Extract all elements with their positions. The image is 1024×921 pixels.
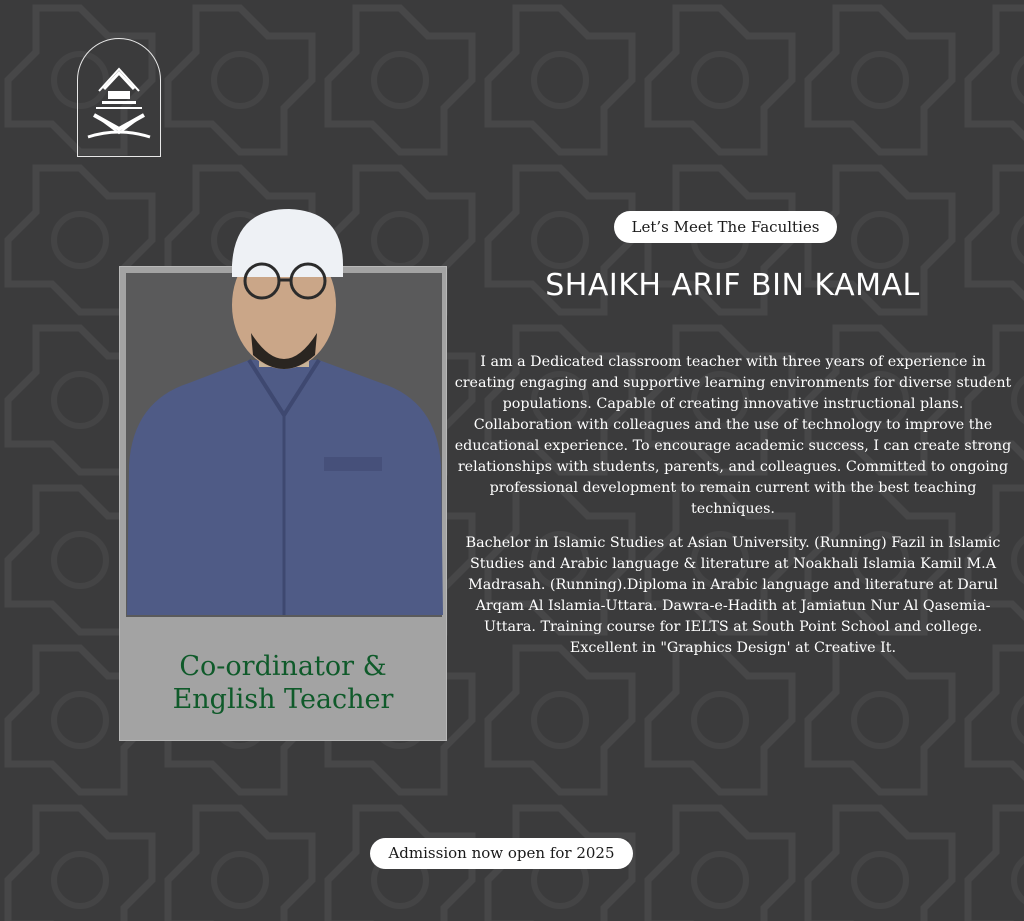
bio-paragraph-education: Bachelor in Islamic Studies at Asian University. (Running) Fazil in Islamic Studies and Arabic language & literature at Noakhali Islamia Kamil M.A Madrasah. (Running).Diploma in Arabic language and literature at Darul Arqam Al Islamia-Uttara. Dawra-e-Hadith at Jamiatun Nur Al Qasemia-Uttara. Training course for IELTS at South Point School and college. Excellent in "Graphics Design' at Creative It. [465,535,1001,656]
role-title [119,650,447,716]
role-line-1: Co-ordinator & [179,651,387,682]
faculty-name: SHAIKH ARIF BIN KAMAL [545,268,920,303]
faculty-badge: Let’s Meet The Faculties [614,211,837,243]
role-line-2: English Teacher [172,684,394,715]
teacher-photo [119,205,447,617]
logo-frame [77,38,161,157]
bio-section [452,352,1014,659]
admission-badge: Admission now open for 2025 [370,838,633,869]
bio-paragraph-experience: I am a Dedicated classroom teacher with three years of experience in creating engaging and supportive learning environments for diverse student populations. Capable of creating innovative instructional plans. Collaboration with colleagues and the use of technology to improve the educational experience. To encourage academic success, I can create strong relationships with students, parents, and colleagues. Committed to ongoing professional development to remain current with the best teaching techniques. [454,354,1012,517]
madrasa-logo-icon [82,63,156,153]
